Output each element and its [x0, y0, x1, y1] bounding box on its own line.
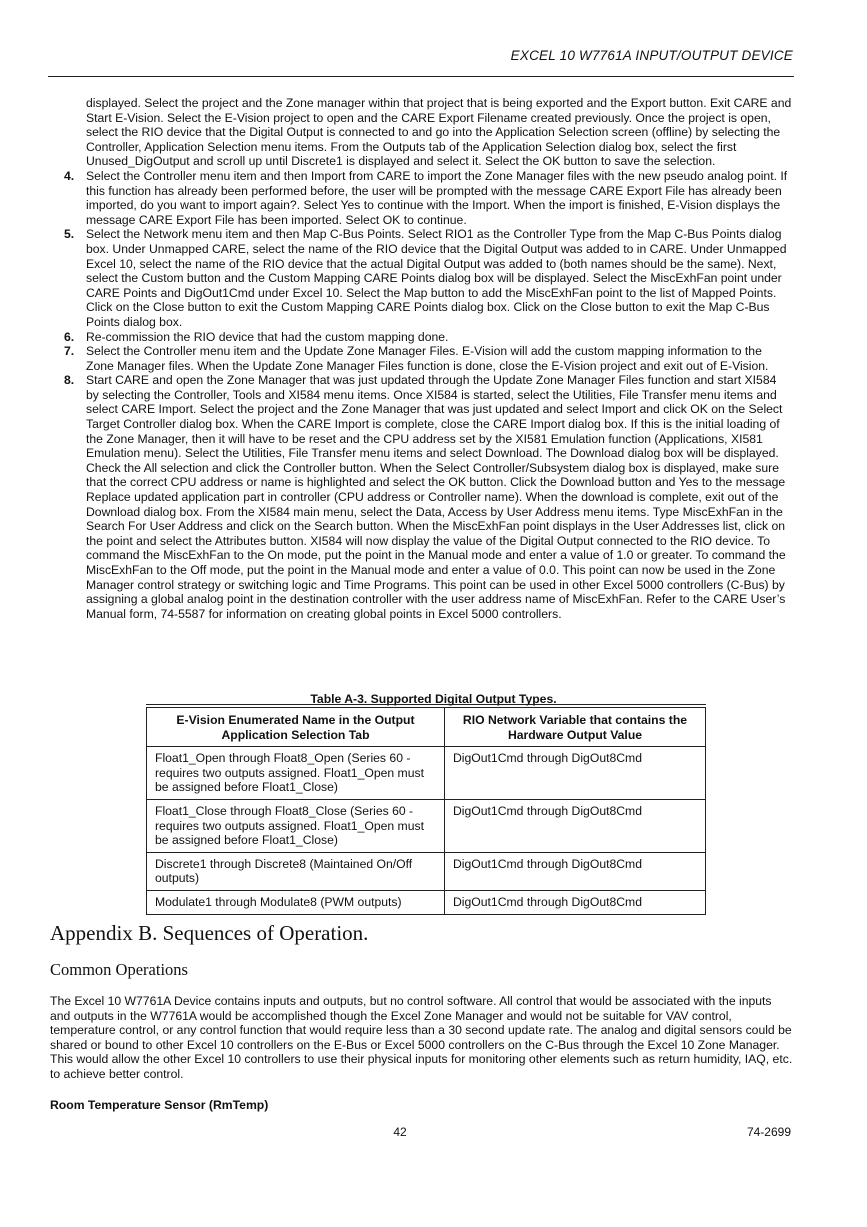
step-number: 5. — [64, 227, 75, 242]
table-row — [147, 799, 706, 852]
step-7 — [50, 344, 792, 373]
appendix-title: Appendix B. Sequences of Operation. — [50, 921, 369, 945]
section-heading: Room Temperature Sensor (RmTemp) — [50, 1098, 269, 1112]
step-text: Start CARE and open the Zone Manager that was just updated through the Update Zone Manager Files function and start XI584 by selecting the Controller, Tools and XI584 menu items. Once XI584 is started, select the Utilities, File Transfer menu items and select CARE Import. Select the project and the Zone Manager that was just updated and select Import and click OK on the Select Target Controller dialog box. When the CARE Import is complete, close the CARE Import dialog box. If this is the initial loading of the Zone Manager, then it will have to be reset and the CPU address set by the XI581 Emulation function (Applications, XI581 Emulation menu). Select the Utilities, File Transfer menu items and select Download. The Download dialog box will be displayed. Check the All selection and click the Controller button. When the Select Controller/Subsystem dialog box is displayed, make sure that the correct CPU address or name is highlighted and select the OK button. Click the Download button and Yes to the message Replace updated application part in controller (CPU address or Controller name). When the download is complete, exit out of the Download dialog box. From the XI584 main menu, select the Data, Access by User Address menu items. Type MiscExhFan in the Search For User Address and click on the Search button. When the MiscExhFan point displays in the User Addresses list, click on the point and select the Attributes button. XI584 will now display the value of the Digital Output connected to the RIO device. To command the MiscExhFan to the On mode, put the point in the Manual mode and enter a value of 1.0 or greater. To command the MiscExhFan to the Off mode, put the point in the Manual mode and enter a value of 0.0. This point can now be used in the Zone Manager control strategy or switching logic and Time Programs. This point can be used in other Excel 5000 controllers (C-Bus) by assigning a global analog point in the destination controller with the user address name of MiscExhFan. Refer to the CARE User’s Manual form, 74-5587 for information on creating global points in Excel 5000 controllers. — [86, 373, 786, 621]
step-8 — [50, 373, 792, 621]
step-text: displayed. Select the project and the Zone manager within that project that is being exported and the Export button. Exit CARE and Start E-Vision. Select the E-Vision project to open and the CARE Export Filename created previously. Once the project is open, select the RIO device that the Digital Output is connected to and go into the Application Selection screen (offline) by selecting the Controller, Application Selection menu items. From the Outputs tab of the Application Selection dialog box, select the first Unused_DigOutput and scroll up until Discrete1 is displayed and select it. Select the OK button to save the selection. — [86, 96, 792, 169]
procedure-steps — [50, 96, 792, 621]
table-cell: Modulate1 through Modulate8 (PWM outputs) — [147, 890, 445, 914]
table-row — [147, 747, 706, 800]
step-number: 4. — [64, 168, 75, 183]
table-cell: Float1_Close through Float8_Close (Series 60 - requires two outputs assigned. Float1_Open must be assigned before Float1_Close) — [147, 799, 445, 852]
digital-output-types-table — [146, 707, 706, 915]
body-paragraph: The Excel 10 W7761A Device contains inputs and outputs, but no control software. All control that would be associated with the inputs and outputs in the W7761A would be accomplished though the Excel Zone Manager and would not be suitable for VAV control, temperature control, or any control function that would require less than a 30 second update rate. The analog and digital sensors could be shared or bound to other Excel 10 controllers on the E-Bus or Excel 5000 controllers on the C-Bus through the Excel 10 Zone Manager. This would allow the other Excel 10 controllers to use their physical inputs for monitoring other elements such as return humidity, IAQ, etc. to achieve better control. — [50, 994, 793, 1081]
step-text: Re-commission the RIO device that had the custom mapping done. — [86, 329, 449, 344]
step-text: Select the Controller menu item and the Update Zone Manager Files. E-Vision will add the custom mapping information to the Zone Manager files. When the Update Zone Manager Files function is done, close the E-Vision project and exit out of E-Vision. — [86, 344, 769, 373]
table-cell: Discrete1 through Discrete8 (Maintained On/Off outputs) — [147, 852, 445, 890]
table-cell: DigOut1Cmd through DigOut8Cmd — [445, 852, 706, 890]
table-cell: Float1_Open through Float8_Open (Series 60 - requires two outputs assigned. Float1_Open must be assigned before Float1_Close) — [147, 747, 445, 800]
column-header: E-Vision Enumerated Name in the Output Application Selection Tab — [147, 708, 445, 747]
step-continuation — [50, 96, 792, 169]
step-number: 8. — [64, 373, 75, 388]
running-header: EXCEL 10 W7761A INPUT/OUTPUT DEVICE — [510, 48, 793, 63]
step-text: Select the Network menu item and then Map C-Bus Points. Select RIO1 as the Controller Type from the Map C-Bus Points dialog box. Under Unmapped CARE, select the name of the RIO device that the Digital Output was added to in CARE. Under Unmapped Excel 10, select the name of the RIO device that the actual Digital Output was added to (both names should be the same). Next, select the Custom button and the Custom Mapping CARE Points dialog box will be displayed. Select the MiscExhFan point under CARE Points and DigOut1Cmd under Excel 10. Select the Map button to add the MiscExhFan point to the list of Mapped Points. Click on the Close button to exit the Custom Mapping CARE Points dialog box. Click on the Close button to exit the Map C-Bus Points dialog box. — [86, 227, 787, 329]
table-cell: DigOut1Cmd through DigOut8Cmd — [445, 799, 706, 852]
table-top-rule — [146, 704, 706, 705]
page-number: 42 — [393, 1125, 407, 1139]
table-cell: DigOut1Cmd through DigOut8Cmd — [445, 890, 706, 914]
step-6 — [50, 330, 792, 345]
table-header-row — [147, 708, 706, 747]
document-number: 74-2699 — [746, 1125, 791, 1139]
table-row — [147, 890, 706, 914]
step-text: Select the Controller menu item and then Import from CARE to import the Zone Manager files with the new pseudo analog point. If this function has already been performed before, the user will be prompted with the message CARE Export File has already been imported, do you want to import again?. Select Yes to continue with the Import. When the import is finished, E-Vision displays the message CARE Export File has been imported. Select OK to continue. — [86, 168, 788, 227]
table-cell: DigOut1Cmd through DigOut8Cmd — [445, 747, 706, 800]
column-header: RIO Network Variable that contains the Hardware Output Value — [445, 708, 706, 747]
header-rule — [48, 76, 794, 77]
table-caption: Table A-3. Supported Digital Output Types. — [310, 692, 557, 706]
step-4 — [50, 169, 792, 227]
section-subtitle: Common Operations — [50, 960, 188, 979]
table-row — [147, 852, 706, 890]
step-5 — [50, 227, 792, 329]
step-number: 6. — [64, 329, 75, 344]
step-number: 7. — [64, 344, 75, 359]
